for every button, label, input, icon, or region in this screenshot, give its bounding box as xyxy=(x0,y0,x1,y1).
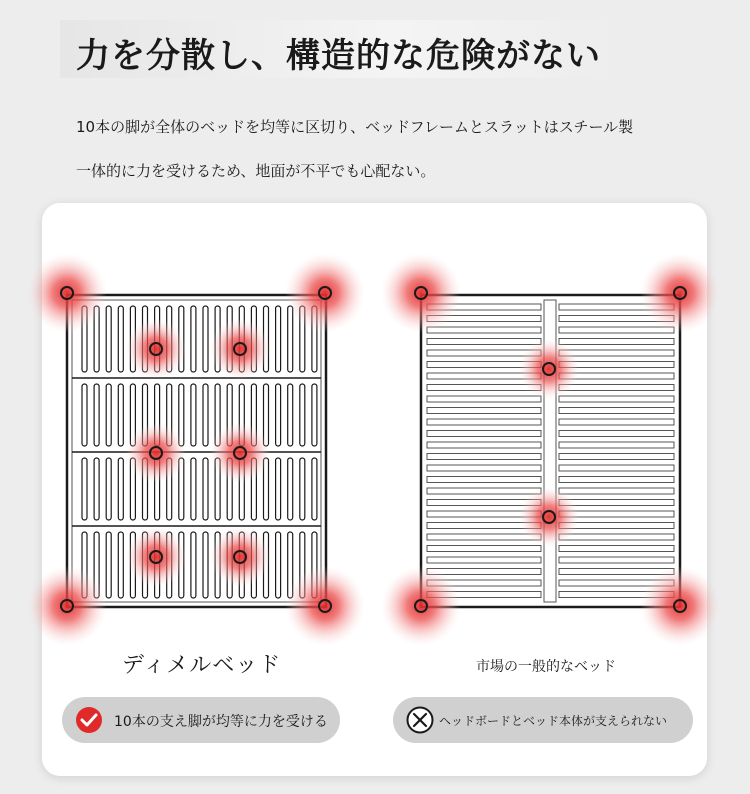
slat xyxy=(559,557,674,563)
support-point-icon xyxy=(285,253,365,333)
slat xyxy=(559,442,674,448)
slat xyxy=(82,458,87,520)
slat xyxy=(427,419,541,425)
support-point-icon xyxy=(381,566,461,646)
slat xyxy=(191,306,196,372)
slat xyxy=(276,306,281,372)
slat xyxy=(559,350,674,356)
typical-bed-label: 市場の一般的なベッド xyxy=(476,659,616,675)
slat xyxy=(106,458,111,520)
slat xyxy=(559,408,674,414)
slat xyxy=(276,384,281,446)
slat xyxy=(118,306,123,372)
slat xyxy=(427,534,541,540)
support-point-icon xyxy=(285,566,365,646)
slat xyxy=(559,339,674,345)
dimel-bed-badge xyxy=(62,697,340,743)
slat xyxy=(427,546,541,552)
slat xyxy=(559,431,674,437)
slat xyxy=(288,458,293,520)
slat xyxy=(559,546,674,552)
cross-circle-icon xyxy=(405,705,435,735)
slat xyxy=(203,384,208,446)
slat xyxy=(82,384,87,446)
slat xyxy=(191,532,196,598)
support-point-icon xyxy=(126,319,186,379)
page-title: 力を分散し、構造的な危険がない xyxy=(76,36,601,76)
slat xyxy=(106,306,111,372)
slat xyxy=(559,465,674,471)
slat xyxy=(427,327,541,333)
slat xyxy=(94,384,99,446)
slat xyxy=(559,327,674,333)
support-point-icon xyxy=(27,566,107,646)
slat xyxy=(427,431,541,437)
slat xyxy=(427,465,541,471)
support-point-icon xyxy=(126,527,186,587)
support-point-icon xyxy=(210,423,270,483)
slat xyxy=(191,384,196,446)
slat xyxy=(427,408,541,414)
support-point-icon xyxy=(210,319,270,379)
dimel-bed-label: ディメルベッド xyxy=(122,653,282,678)
slat xyxy=(559,454,674,460)
support-point-icon xyxy=(640,253,720,333)
description-line-1: 10本の脚が全体のベッドを均等に区切り、ベッドフレームとスラットはスチール製 xyxy=(76,118,634,136)
slat xyxy=(118,384,123,446)
slat xyxy=(427,339,541,345)
slat xyxy=(203,458,208,520)
slat xyxy=(559,385,674,391)
typical-bed-badge xyxy=(393,697,693,743)
slat xyxy=(106,532,111,598)
slat xyxy=(276,532,281,598)
slat xyxy=(559,419,674,425)
slat xyxy=(276,458,281,520)
slat xyxy=(300,458,305,520)
dimel-bed-badge-text: 10本の支え脚が均等に力を受ける xyxy=(114,714,328,730)
support-point-icon xyxy=(27,253,107,333)
slat xyxy=(118,458,123,520)
support-point-icon xyxy=(381,253,461,333)
slat xyxy=(94,458,99,520)
support-point-icon xyxy=(519,487,579,547)
slat xyxy=(427,454,541,460)
dimel-bed-frame xyxy=(67,295,326,607)
slat xyxy=(106,384,111,446)
support-point-icon xyxy=(210,527,270,587)
check-circle-icon xyxy=(74,705,104,735)
slat xyxy=(288,306,293,372)
typical-bed-badge-text: ヘッドボードとベッド本体が支えられない xyxy=(439,714,668,728)
slat xyxy=(559,534,674,540)
support-point-icon xyxy=(640,566,720,646)
slat xyxy=(427,442,541,448)
slat xyxy=(559,396,674,402)
slat xyxy=(427,477,541,483)
slat xyxy=(118,532,123,598)
slat xyxy=(312,384,317,446)
slat xyxy=(559,488,674,494)
slat xyxy=(559,477,674,483)
slat xyxy=(300,384,305,446)
slat xyxy=(427,396,541,402)
support-point-icon xyxy=(519,339,579,399)
slat xyxy=(191,458,196,520)
slat xyxy=(203,532,208,598)
slat xyxy=(312,458,317,520)
description-line-2: 一体的に力を受けるため、地面が不平でも心配ない。 xyxy=(76,162,436,180)
slat xyxy=(288,384,293,446)
slat xyxy=(427,488,541,494)
slat xyxy=(203,306,208,372)
slat xyxy=(427,557,541,563)
support-point-icon xyxy=(126,423,186,483)
